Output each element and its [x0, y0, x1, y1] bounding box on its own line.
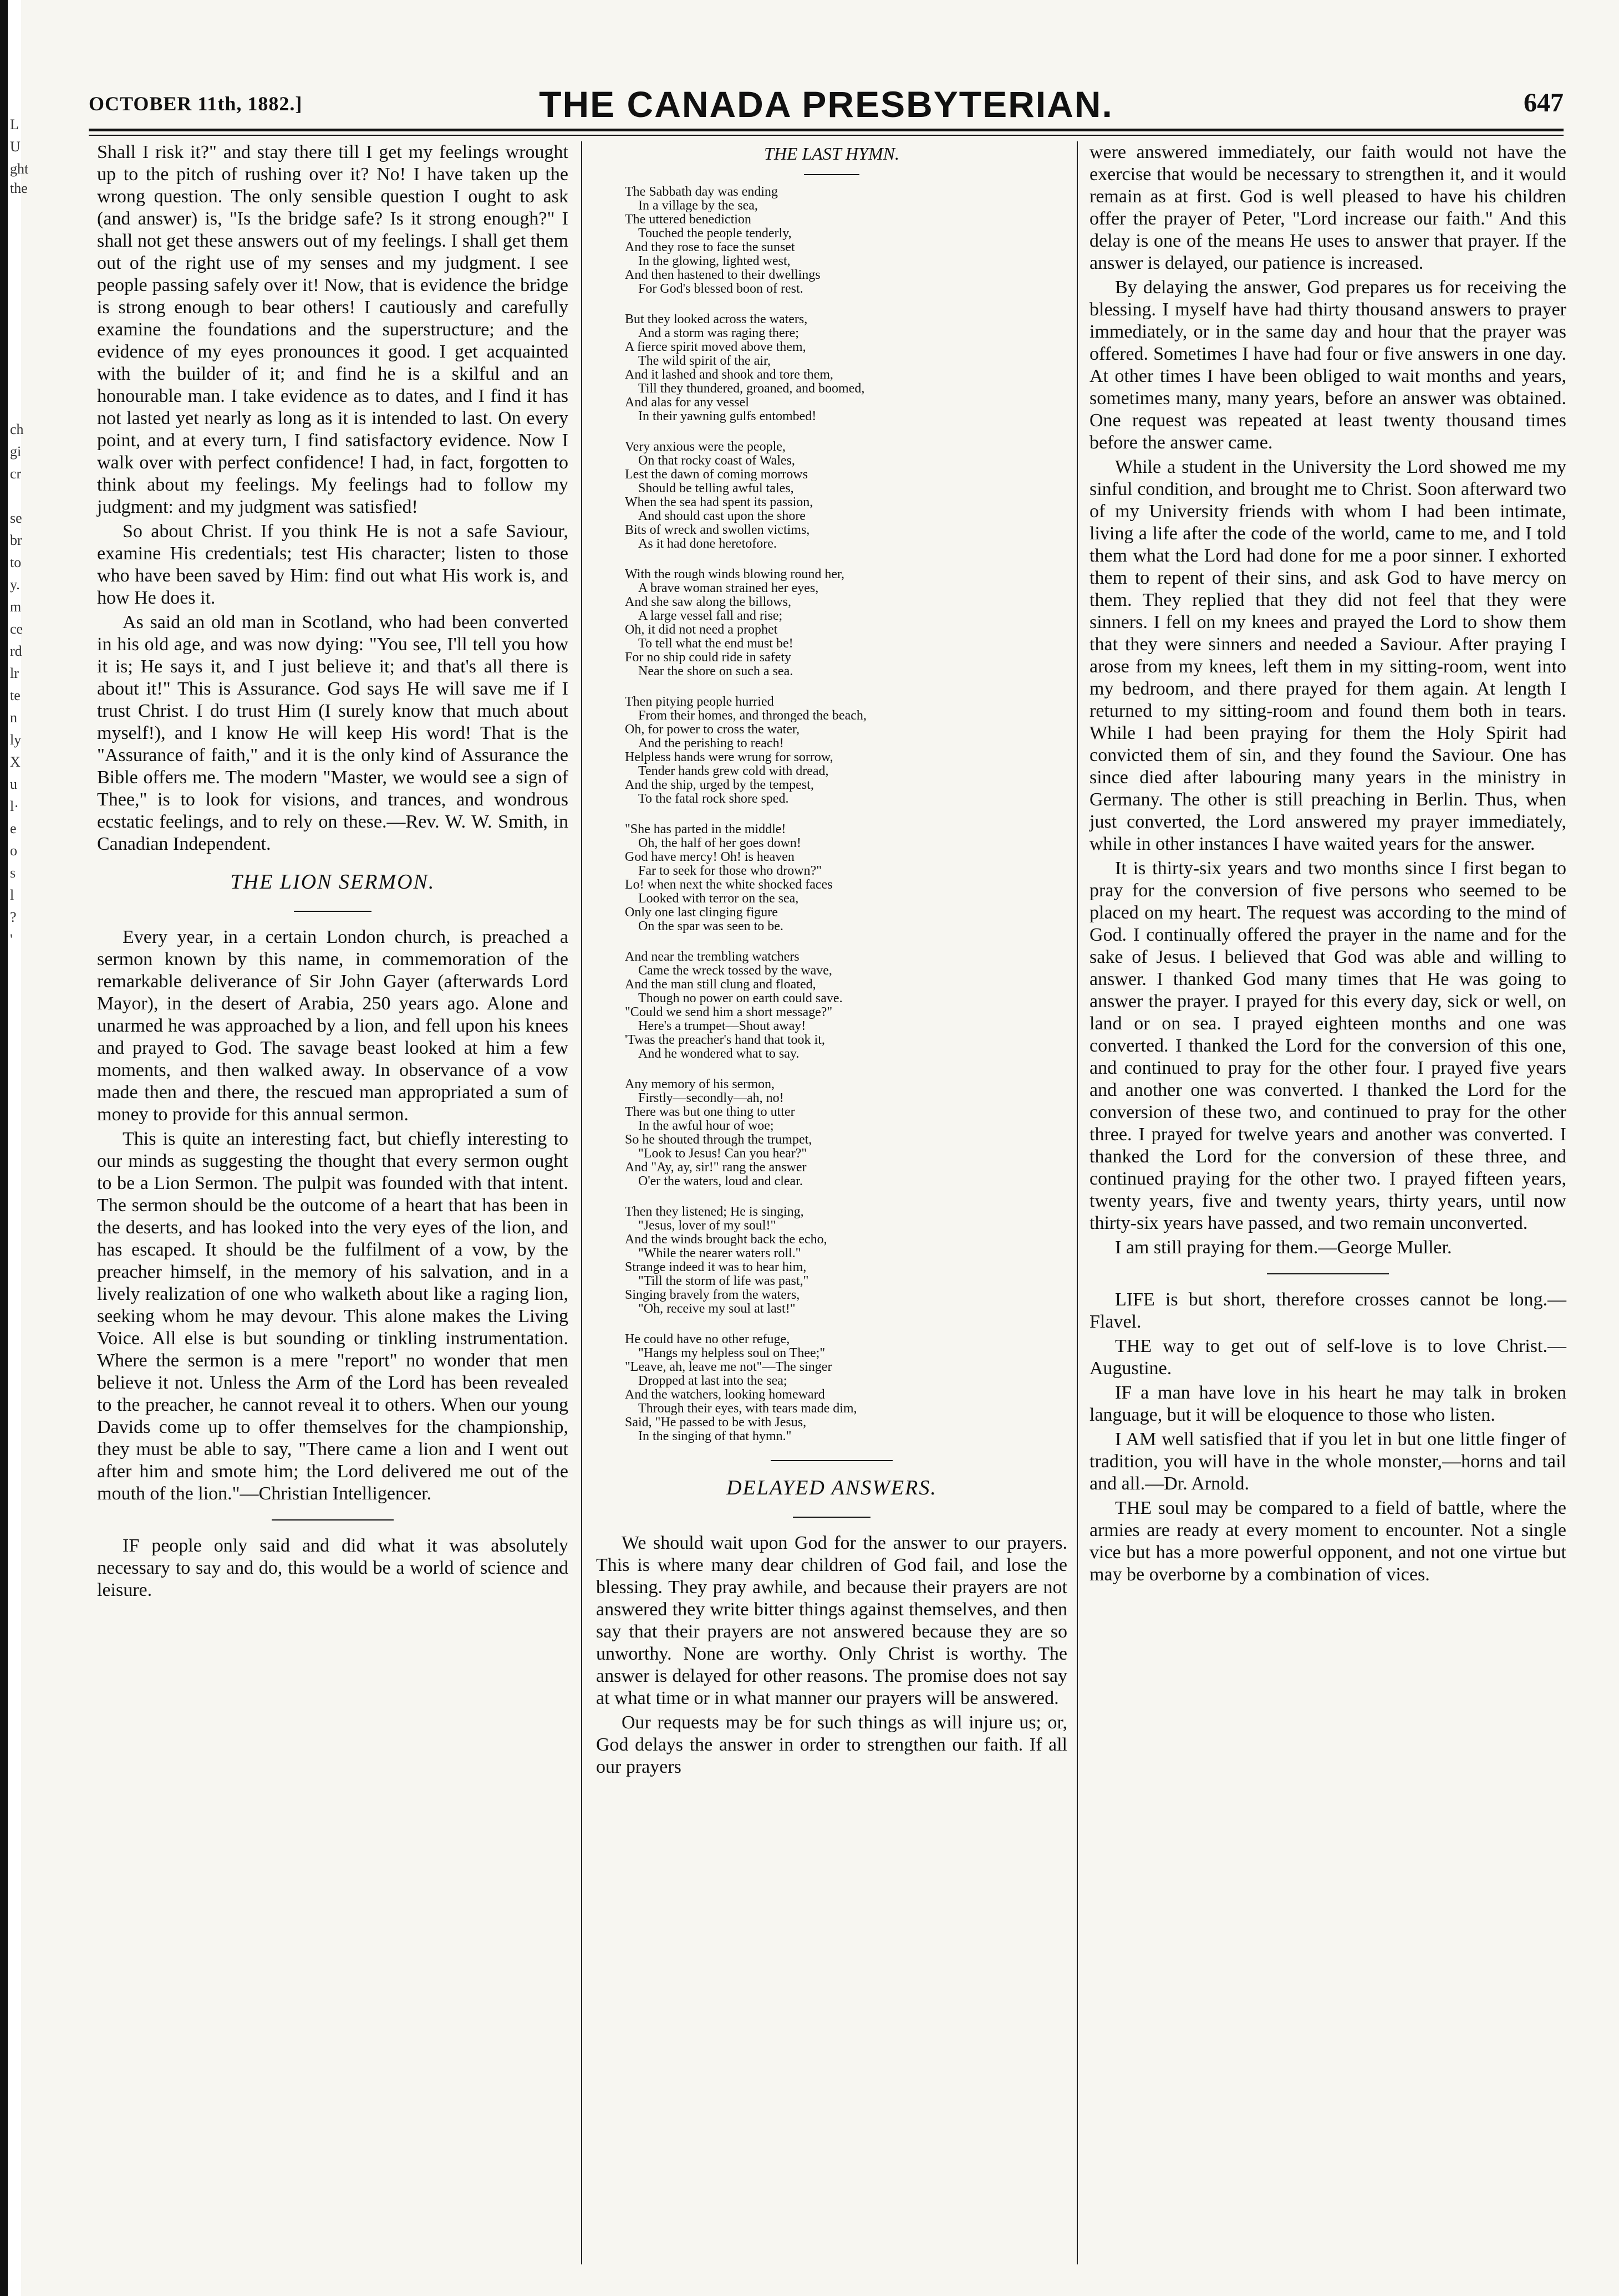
poem-line: Very anxious were the people,: [625, 440, 786, 454]
issue-date: OCTOBER 11th, 1882.]: [89, 93, 303, 115]
closing-paragraph: IF people only said and did what it was absolutely necessary to say and do, this would be a world of science and leisure.: [97, 1535, 568, 1600]
poem-line: In a village by the sea,: [638, 198, 758, 213]
poem-stanza: [625, 1205, 1067, 1316]
poem-line: Said, "He passed to be with Jesus,: [625, 1415, 807, 1430]
article-paragraph: were answered immediately, our faith would not have the exercise that would be necessary to strengthen it, and it would remain as at first. God is well pleased to have his children offer the prayer of Peter, "Lord increase our faith." And this delay is one of the means He uses to answer that prayer. If the answer is delayed, our patience is increased.: [1089, 142, 1566, 273]
poem-stanza: [625, 313, 1067, 424]
edge-fragment: s: [10, 865, 16, 881]
poem-line: But they looked across the waters,: [625, 312, 808, 326]
article-paragraph: Every year, in a certain London church, is preached a sermon known by this name, in commemoration of the remarkable deliverance of Sir John Gayer (afterwards Lord Mayor), in the desert of Arabia, 250 years ago. Alone and unarmed he was approached by a lion, and fell upon his knees and prayed to God. The savage beast looked at him a few moments, and then walked away. In observance of a vow made then and there, the rescued man appropriated a sum of money to provide for this annual sermon.: [97, 927, 568, 1125]
edge-fragment: l: [10, 887, 14, 903]
poem-title: THE LAST HYMN.: [764, 144, 899, 164]
poem-line: Bits of wreck and swollen victims,: [625, 523, 810, 537]
edge-fragment: lr: [10, 665, 19, 681]
edge-fragment: ': [10, 931, 13, 947]
article-paragraph: So about Christ. If you think He is not a safe Saviour, examine His credentials; test His character; listen to those who have been saved by Him: find out what His work is, and how He does it.: [97, 521, 568, 608]
poem-line: On that rocky coast of Wales,: [638, 453, 795, 468]
poem-line: The uttered benediction: [625, 212, 751, 227]
edge-fragment: gi: [10, 443, 22, 460]
poem-line: Far to seek for those who drown?": [638, 864, 822, 878]
left-edge-bleed: [0, 0, 29, 2296]
poem-line: With the rough winds blowing round her,: [625, 567, 845, 581]
poem-line: And the perishing to reach!: [638, 736, 784, 751]
short-item: I AM well satisfied that if you let in but one little finger of tradition, you will have in the whole monster,—horns and tail and all.—Dr. Arnold.: [1089, 1429, 1566, 1494]
poem-line: In the awful hour of woe;: [638, 1119, 774, 1133]
poem-stanza: [625, 950, 1067, 1061]
poem-line: And the man still clung and floated,: [625, 977, 816, 992]
poem-line: "Hangs my helpless soul on Thee;": [638, 1346, 826, 1360]
delayed-answers-heading: DELAYED ANSWERS.: [726, 1476, 937, 1499]
article-paragraph: By delaying the answer, God prepares us for receiving the blessing. I myself have had thirty thousand answers to prayer immediately, or in the same day and hour that the prayer was offered. Sometimes I have had four or five answers in one day. At other times I have been obliged to wait months and years, sometimes many, many years, before an answer was obtained. One request was repeated at least twenty thousand times before the answer came.: [1089, 277, 1566, 453]
poem-line: Should be telling awful tales,: [638, 481, 794, 496]
page-number: 647: [1524, 88, 1564, 118]
poem-line: And should cast upon the shore: [638, 509, 806, 523]
edge-fragment: se: [10, 510, 22, 526]
edge-fragment: te: [10, 687, 21, 703]
poem-line: A large vessel fall and rise;: [638, 609, 783, 623]
poem-stanza: [625, 1333, 1067, 1443]
poem-line: "Look to Jesus! Can you hear?": [638, 1146, 807, 1161]
edge-fragment: the: [10, 180, 28, 196]
poem-line: From their homes, and thronged the beach,: [638, 708, 867, 723]
poem-line: And the winds brought back the echo,: [625, 1232, 827, 1247]
short-item: LIFE is but short, therefore crosses cannot be long.—Flavel.: [1089, 1289, 1566, 1332]
article-paragraph: Shall I risk it?" and stay there till I get my feelings wrought up to the pitch of rushing over it? No! I have taken up the wrong question. The only sensible question I ought to ask (and answer) is, "Is the bridge safe? Is it strong enough?" I shall not get these answers out of my feelings. I shall get them out of the right use of my senses and my judgment. I see people passing safely over it! Now, that is evidence the bridge is strong enough to bear others! I cautiously and carefully examine the foundations and the superstructure; and the evidence of my eyes pronounces it good. I get acquainted with the builder of it; and find he is a skilful and an honourable man. I take evidence as to dates, and I find it has not lasted yet nearly as long as it is intended to last. On every point, and at every turn, I find satisfactory evidence. Now I walk over with perfect confidence! I had, in fact, forgotten to think about my feelings. My feelings had to follow my judgment: and my judgment was satisfied!: [97, 142, 568, 517]
edge-fragment: ly: [10, 732, 22, 748]
edge-fragment: L: [10, 116, 19, 132]
poem-line: Looked with terror on the sea,: [638, 891, 799, 906]
column-left: [97, 141, 568, 1604]
heading-rule: [793, 1517, 870, 1518]
poem-line: Touched the people tenderly,: [638, 226, 792, 241]
column-divider: [581, 141, 582, 2264]
poem-line: And "Ay, ay, sir!" rang the answer: [625, 1160, 807, 1175]
poem-stanza: [625, 1078, 1067, 1188]
poem-line: Came the wreck tossed by the wave,: [638, 963, 832, 978]
poem-line: There was but one thing to utter: [625, 1105, 795, 1119]
poem-line: Then pitying people hurried: [625, 695, 774, 709]
poem-line: For no ship could ride in safety: [625, 650, 791, 665]
poem-line: And she saw along the billows,: [625, 595, 791, 609]
poem-line: In their yawning gulfs entombed!: [638, 409, 817, 424]
edge-fragment: ce: [10, 621, 23, 637]
poem-line: And the watchers, looking homeward: [625, 1387, 825, 1402]
article-paragraph: We should wait upon God for the answer to our prayers. This is where many dear children of God fail, and lose the blessing. They pray awhile, and because their prayers are not answered they write bitter things against themselves, and then say that their prayers are not answered because they are so unworthy. None are worthy. Only Christ is worthy. The answer is delayed for other reasons. The promise does not say at what time or in what manner our prayers will be answered.: [596, 1533, 1067, 1708]
poem-line: Any memory of his sermon,: [625, 1077, 775, 1091]
heading-rule: [804, 174, 859, 175]
column-middle: [596, 141, 1067, 1780]
poem-line: "Leave, ah, leave me not"—The singer: [625, 1360, 832, 1374]
poem-line: Oh, the half of her goes down!: [638, 836, 801, 850]
poem-line: Here's a trumpet—Shout away!: [638, 1019, 806, 1033]
poem-line: Then they listened; He is singing,: [625, 1205, 804, 1219]
poem-line: In the glowing, lighted west,: [638, 254, 791, 268]
poem-line: "While the nearer waters roll.": [638, 1246, 801, 1261]
poem-line: So he shouted through the trumpet,: [625, 1132, 812, 1147]
poem-line: Through their eyes, with tears made dim,: [638, 1401, 857, 1416]
poem-stanza: [625, 823, 1067, 933]
edge-fragment: br: [10, 532, 22, 548]
poem-line: When the sea had spent its passion,: [625, 495, 813, 509]
poem-line: Helpless hands were wrung for sorrow,: [625, 750, 833, 764]
poem-line: Near the shore on such a sea.: [638, 664, 793, 678]
poem-line: Firstly—secondly—ah, no!: [638, 1091, 784, 1105]
poem-line: For God's blessed boon of rest.: [638, 282, 803, 296]
article-paragraph: It is thirty-six years and two months since I first began to pray for the conversion of five persons who seemed to be placed on my heart. The request was according to the mind of God. I continually offered the prayer in the name and for the sake of Jesus. I believed that God was able and willing to answer. I thanked God many times that He was going to answer the prayer. I prayed for this every day, sick or well, on land or on sea. I prayed eighteen months and one was converted. I thanked the Lord for the conversion of this one, and continued to pray for the other four. I prayed five years and another one was converted. I thanked the Lord for the conversion of these two, and continued to pray for the other three. I prayed for twelve years and another was converted. I thanked the Lord for the conversion of these three, and continued praying for the other two. I prayed fifteen years, twenty years, five and twenty years, thirty years, until now thirty-six years have passed, and two remain unconverted.: [1089, 858, 1566, 1233]
edge-fragment: rd: [10, 643, 22, 659]
edge-fragment: u: [10, 776, 17, 792]
short-item: THE way to get out of self-love is to love Christ.—Augustine.: [1089, 1336, 1566, 1379]
edge-fragment: l·: [10, 798, 19, 814]
poem-line: Dropped at last into the sea;: [638, 1374, 787, 1388]
edge-fragment: e: [10, 820, 17, 836]
section-rule: [771, 1460, 893, 1461]
poem-line: Tender hands grew cold with dread,: [638, 764, 829, 778]
edge-fragment: to: [10, 554, 22, 570]
poem-line: He could have no other refuge,: [625, 1332, 790, 1346]
short-item: IF a man have love in his heart he may talk in broken language, but it will be eloquence to those who listen.: [1089, 1382, 1566, 1425]
poem-line: A brave woman strained her eyes,: [638, 581, 819, 595]
poem-line: Though no power on earth could save.: [638, 991, 843, 1006]
short-item: THE soul may be compared to a field of battle, where the armies are ready at every moment to encounter. Not a single vice but has a more powerful opponent, and not one virtue but may be overborne by a combination of vices.: [1089, 1498, 1566, 1585]
article-paragraph: This is quite an interesting fact, but chiefly interesting to our minds as suggesting the thought that every sermon ought to be a Lion Sermon. The pulpit was founded with that intent. The sermon should be the outcome of a heart that has been in the deserts, and has looked into the very eyes of the lion, and has escaped. It should be the fulfilment of a vow, by the preacher himself, in the memory of his salvation, and in a lively realization of one who walketh about like a raging lion, seeking whom he may devour. This alone makes the Living Voice. All else is but sounding or tinkling instrumentation. Where the sermon is a mere "report" no wonder that men believe it not. Unless the Arm of the Lord has been revealed to the preacher, he cannot reveal it to others. When our young Davids come up to offer themselves for the championship, they must be able to say, "There came a lion and I went out after him and smote him; the Lord delivered me out of the mouth of the lion."—Christian Intelligencer.: [97, 1129, 568, 1504]
poem-stanza: [625, 695, 1067, 806]
poem-line: Only one last clinging figure: [625, 905, 778, 920]
poem-line: And then hastened to their dwellings: [625, 268, 821, 282]
article-paragraph: As said an old man in Scotland, who had been converted in his old age, and was now dying: "You see, I'll tell you how it is; He says it, and I just believe it; and that's all there is about it!" This is Assurance. God says He will save me if I trust Christ. I do trust Him (I surely know that much about myself!), and I know He will keep His word! That is the "Assurance of faith," and it is the only kind of Assurance the Bible offers me. The modern "Master, we would see a sign of Thee," is to look for visions, and trances, and wondrous ecstatic feelings, and to rely on these.—Rev. W. W. Smith, in Canadian Independent.: [97, 612, 568, 854]
page-masthead: [89, 82, 1564, 126]
poem-line: In the singing of that hymn.": [638, 1429, 792, 1443]
poem-line: And he wondered what to say.: [638, 1047, 800, 1061]
edge-fragment: ?: [10, 909, 17, 925]
newspaper-title: THE CANADA PRESBYTERIAN.: [539, 84, 1113, 125]
poem-line: To tell what the end must be!: [638, 636, 793, 651]
poem-line: And they rose to face the sunset: [625, 240, 795, 254]
poem-line: And a storm was raging there;: [638, 326, 799, 340]
article-paragraph: While a student in the University the Lord showed me my sinful condition, and brought me to Christ. Soon afterward two of my University friends with whom I had been intimate, living a life after the code of the world, came to me, and I told them what the Lord had done for me a poor sinner. I exhorted them to repent of their sins, and ask God to have mercy on them. They replied that they did not feel that they were sinners. I fell on my knees and prayed the Lord to show them that they were sinners and needed a Saviour. After praying I arose from my knees, left them in my sitting-room, went into my bedroom, and there prayed for them again. At length I returned to my sitting-room and found them both in tears. While I had been praying for them the Holy Spirit had convicted them of sin, and they found the Saviour. One has since died after labouring many years in the ministry in Germany. The other is still preaching in Berlin. Thus, when just converted, the Lord answered my prayer immediately, while in other instances I have waited years for the answer.: [1089, 457, 1566, 854]
poem-line: Oh, for power to cross the water,: [625, 722, 800, 737]
poem-line: Lest the dawn of coming morrows: [625, 467, 808, 482]
poem-line: "Oh, receive my soul at last!": [638, 1302, 796, 1316]
section-rule: [1267, 1273, 1389, 1274]
poem-line: 'Twas the preacher's hand that took it,: [625, 1033, 825, 1047]
edge-fragment: cr: [10, 466, 22, 482]
poem-line: "Jesus, lover of my soul!": [638, 1218, 776, 1233]
poem-line: And the ship, urged by the tempest,: [625, 778, 814, 792]
poem-line: O'er the waters, loud and clear.: [638, 1174, 803, 1188]
binding-shadow: [0, 0, 8, 2296]
lion-sermon-heading: THE LION SERMON.: [230, 870, 435, 894]
poem-line: Till they thundered, groaned, and boomed,: [638, 381, 865, 396]
edge-fragment: ch: [10, 421, 24, 437]
edge-fragment: U: [10, 139, 21, 155]
heading-rule: [294, 911, 371, 912]
poem-line: God have mercy! Oh! is heaven: [625, 850, 795, 864]
poem-stanza: [625, 568, 1067, 678]
poem-line: And alas for any vessel: [625, 395, 749, 410]
edge-fragment: n: [10, 710, 17, 726]
section-rule: [272, 1519, 394, 1521]
poem-line: And it lashed and shook and tore them,: [625, 368, 833, 382]
column-right: [1089, 141, 1566, 1588]
article-paragraph: Our requests may be for such things as will injure us; or, God delays the answer in order to strengthen our faith. If all our prayers: [596, 1712, 1067, 1777]
poem-line: "She has parted in the middle!: [625, 822, 786, 836]
poem-line: "Till the storm of life was past,": [638, 1274, 809, 1288]
article-signature: I am still praying for them.—George Muller.: [1115, 1237, 1452, 1258]
poem-line: Oh, it did not need a prophet: [625, 623, 778, 637]
poem-line: And near the trembling watchers: [625, 950, 800, 964]
masthead-rule-thin: [89, 135, 1564, 136]
poem-line: Strange indeed it was to hear him,: [625, 1260, 807, 1274]
poem-line: On the spar was seen to be.: [638, 919, 783, 933]
edge-fragment: y.: [10, 576, 20, 593]
poem-line: A fierce spirit moved above them,: [625, 340, 806, 354]
edge-fragment: m: [10, 599, 22, 615]
poem-line: The wild spirit of the air,: [638, 354, 771, 368]
edge-fragment: ght: [10, 161, 29, 177]
poem-line: The Sabbath day was ending: [625, 185, 778, 199]
poem-line: "Could we send him a short message?": [625, 1005, 833, 1019]
poem-line: To the fatal rock shore sped.: [638, 792, 789, 806]
column-divider: [1077, 141, 1078, 2264]
poem-line: Singing bravely from the waters,: [625, 1288, 800, 1302]
poem-line: As it had done heretofore.: [638, 537, 777, 551]
edge-fragment: o: [10, 843, 17, 859]
poem-stanza: [625, 185, 1067, 296]
poem-line: Lo! when next the white shocked faces: [625, 877, 833, 892]
poem-stanza: [625, 440, 1067, 551]
poem-body: [625, 185, 1067, 1443]
edge-fragment: X: [10, 754, 21, 770]
masthead-rule: [89, 129, 1564, 131]
